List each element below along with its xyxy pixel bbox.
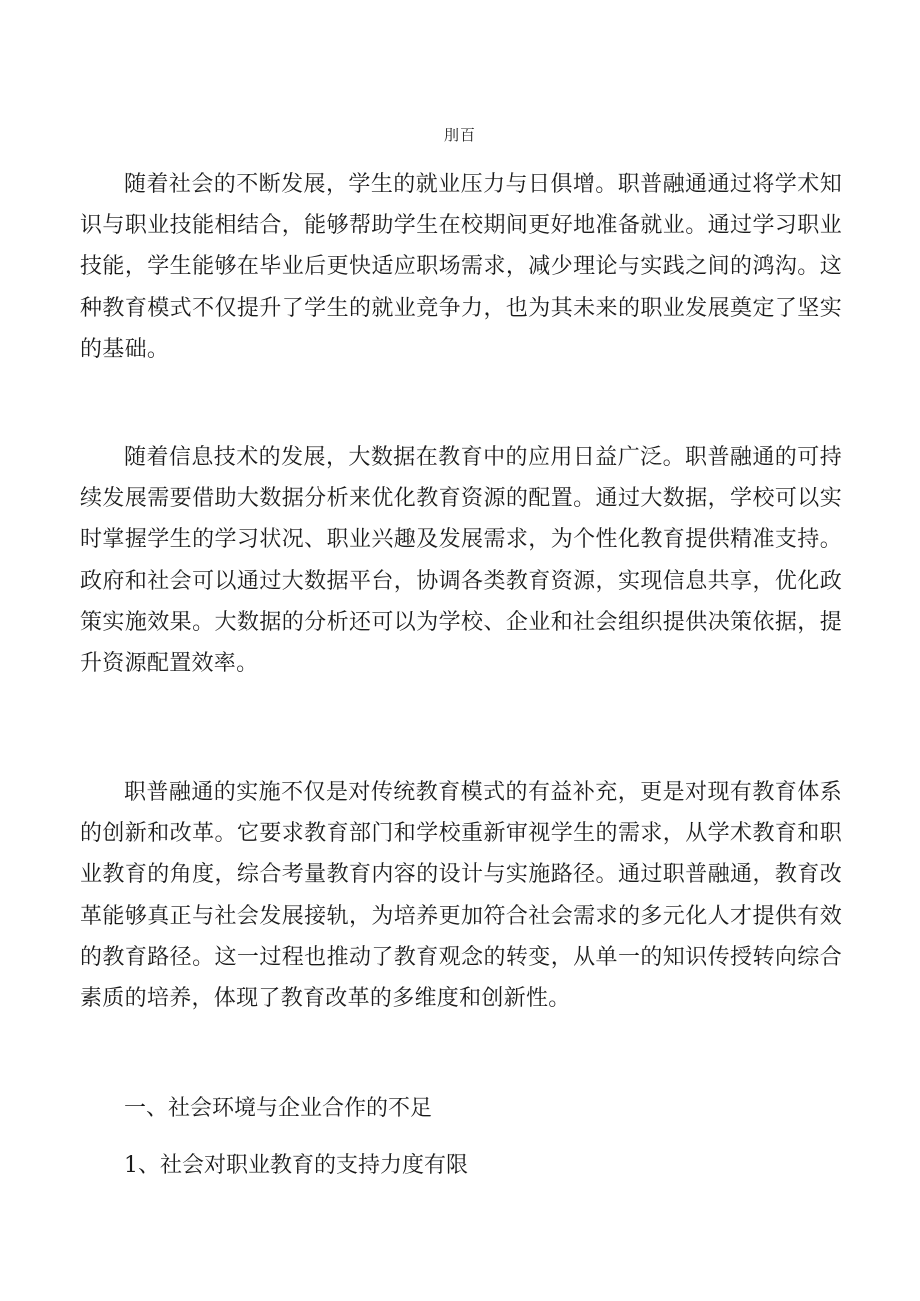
page-heading: 刖百 (443, 126, 476, 144)
section-heading: 一、社会环境与企业合作的不足 (124, 1096, 433, 1121)
paragraph-1: 随着社会的不断发展，学生的就业压力与日俱增。职普融通通过将学术知识与职业技能相结合，能够帮助学生在校期间更好地准备就业。通过学习职业技能，学生能够在毕业后更快适应职场需求，减少理论与实践之间的鸿沟。这种教育模式不仅提升了学生的就业竞争力，也为其未来的职业发展奠定了坚实的基础。 (80, 172, 842, 362)
subsection-heading: 1、社会对职业教育的支持力度有限 (124, 1153, 468, 1178)
paragraph-2: 随着信息技术的发展，大数据在教育中的应用日益广泛。职普融通的可持续发展需要借助大数据分析来优化教育资源的配置。通过大数据，学校可以实时掌握学生的学习状况、职业兴趣及发展需求，为个性化教育提供精准支持。政府和社会可以通过大数据平台，协调各类教育资源，实现信息共享，优化政策实施效果。大数据的分析还可以为学校、企业和社会组织提供决策依据，提升资源配置效率。 (80, 445, 842, 677)
paragraph-3: 职普融通的实施不仅是对传统教育模式的有益补充，更是对现有教育体系的创新和改革。它要求教育部门和学校重新审视学生的需求，从学术教育和职业教育的角度，综合考量教育内容的设计与实施路径。通过职普融通，教育改革能够真正与社会发展接轨，为培养更加符合社会需求的多元化人才提供有效的教育路径。这一过程也推动了教育观念的转变，从单一的知识传授转向综合素质的培养，体现了教育改革的多维度和创新性。 (80, 780, 842, 1012)
